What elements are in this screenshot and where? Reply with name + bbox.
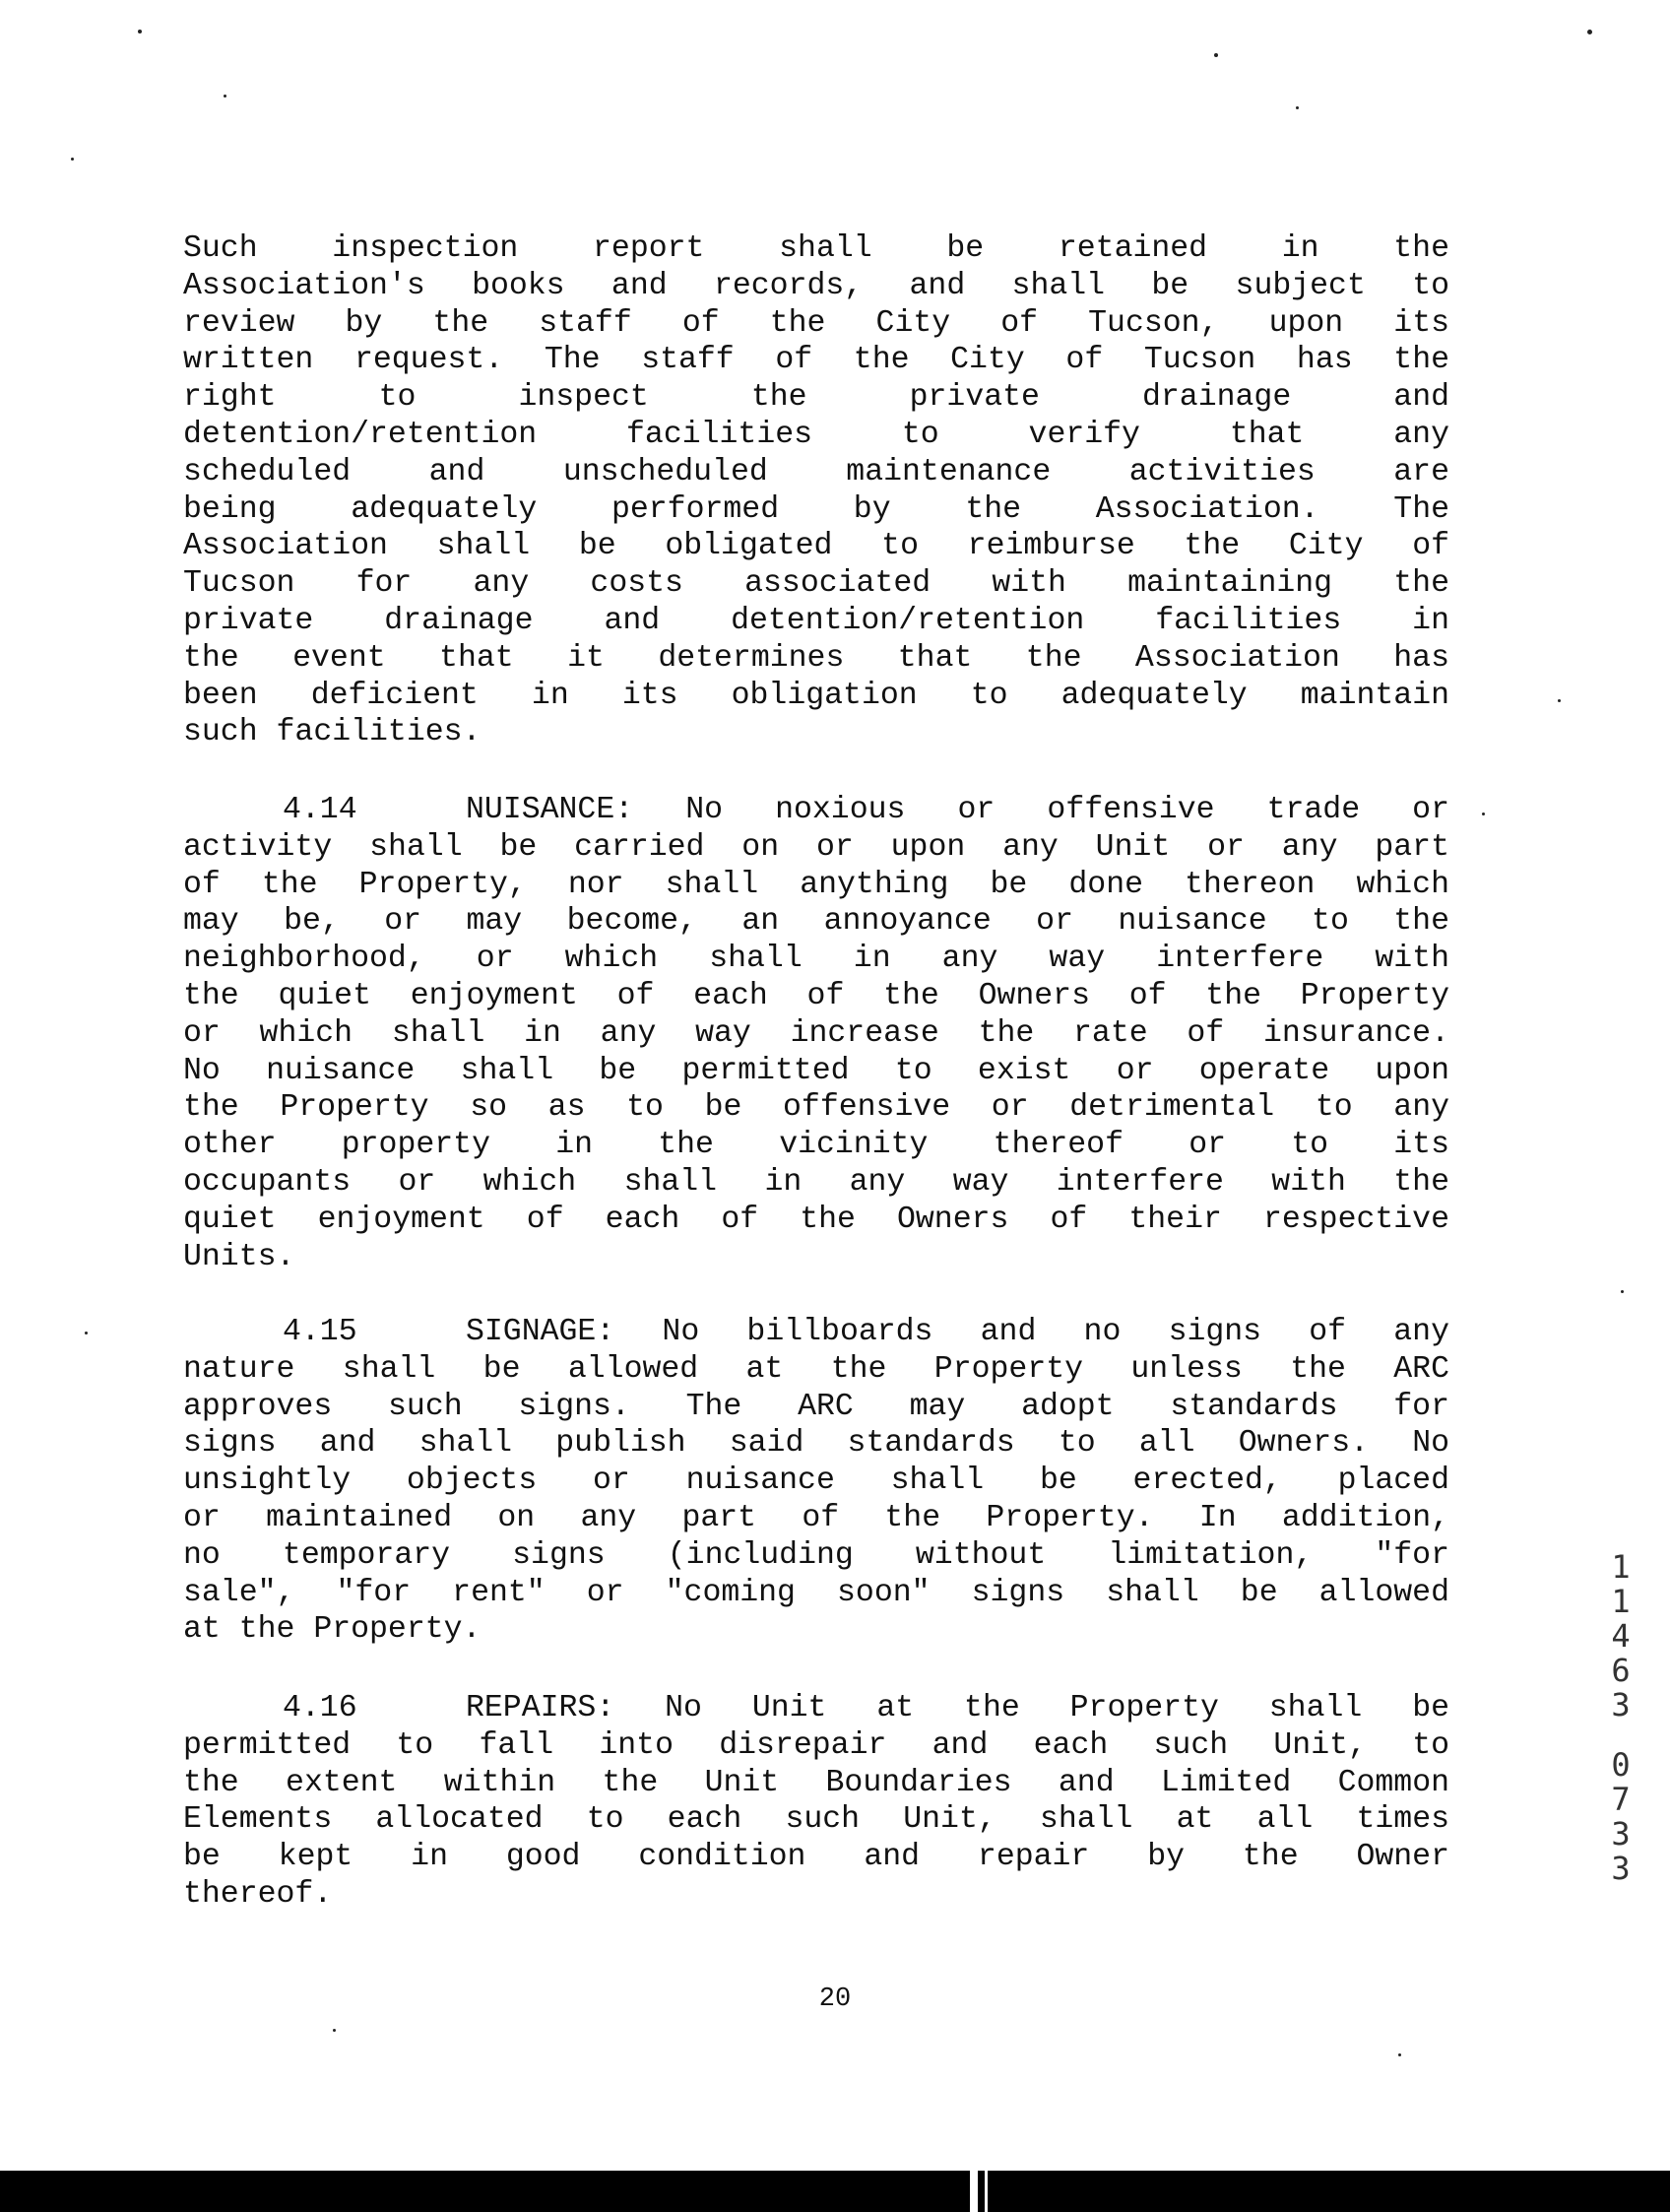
text-line: Association's books and records, and shall be subject to bbox=[183, 268, 1449, 303]
text-line: neighborhood, or which shall in any way interfere with bbox=[183, 942, 1449, 977]
text-line: occupants or which shall in any way interfere with the bbox=[183, 1164, 1449, 1200]
section-4-16-repairs bbox=[183, 1690, 1449, 1914]
text-line: signs and shall publish said standards to all Owners. No bbox=[183, 1426, 1449, 1462]
text-line: being adequately performed by the Association. The bbox=[183, 491, 1449, 527]
stamp-digit: 0 bbox=[1611, 1746, 1631, 1784]
scan-speck bbox=[1398, 2053, 1401, 2056]
text-line: such facilities. bbox=[183, 715, 482, 750]
text-line: scheduled and unscheduled maintenance activities are bbox=[183, 454, 1449, 489]
scan-speck bbox=[1558, 699, 1561, 702]
text-line: of the Property, nor shall anything be done thereon which bbox=[183, 867, 1449, 902]
text-line: detention/retention facilities to verify that any bbox=[183, 417, 1449, 452]
text-line: thereof. bbox=[183, 1876, 333, 1912]
text-line: REPAIRS: No Unit at the Property shall be bbox=[466, 1691, 1449, 1725]
scan-speck bbox=[1587, 30, 1592, 34]
scan-speck bbox=[138, 30, 142, 33]
scan-speck bbox=[1482, 813, 1485, 815]
paragraph-inspection-report bbox=[183, 230, 1449, 751]
text-line: been deficient in its obligation to adequately maintain bbox=[183, 678, 1449, 713]
text-line: at the Property. bbox=[183, 1612, 482, 1648]
text-line: NUISANCE: No noxious or offensive trade or bbox=[466, 793, 1449, 827]
text-line: sale", "for rent" or "coming soon" signs shall be allowed bbox=[183, 1575, 1449, 1610]
text-line: Association shall be obligated to reimburse the City of bbox=[183, 529, 1449, 564]
text-line: Such inspection report shall be retained in the bbox=[183, 231, 1449, 266]
text-line: the quiet enjoyment of each of the Owners of the Property bbox=[183, 978, 1449, 1013]
section-heading-line bbox=[183, 792, 1449, 829]
text-line: the extent within the Unit Boundaries and Limited Common bbox=[183, 1765, 1449, 1800]
text-line: permitted to fall into disrepair and each such Unit, to bbox=[183, 1727, 1449, 1763]
text-line: right to inspect the private drainage and bbox=[183, 380, 1449, 416]
text-line: the event that it determines that the Association has bbox=[183, 640, 1449, 676]
scan-speck bbox=[1621, 1290, 1624, 1293]
scan-border bbox=[0, 2171, 1670, 2212]
text-line: quiet enjoyment of each of the Owners of their respective bbox=[183, 1202, 1449, 1237]
text-line: the Property so as to be offensive or detrimental to any bbox=[183, 1090, 1449, 1126]
text-line: Elements allocated to each such Unit, shall at all times bbox=[183, 1802, 1449, 1838]
stamp-digit: 3 bbox=[1611, 1850, 1631, 1887]
text-line: written request. The staff of the City of Tucson has the bbox=[183, 343, 1449, 378]
section-heading-line bbox=[183, 1314, 1449, 1351]
recording-stamp bbox=[1599, 1550, 1642, 1886]
stamp-digit: 6 bbox=[1611, 1652, 1631, 1689]
scan-border-gap bbox=[985, 2171, 988, 2212]
stamp-digit: 4 bbox=[1611, 1617, 1631, 1655]
scan-speck bbox=[85, 1332, 88, 1334]
text-line: review by the staff of the City of Tucson, upon its bbox=[183, 305, 1449, 341]
scan-border-gap bbox=[970, 2171, 978, 2212]
scan-speck bbox=[71, 158, 74, 161]
text-line: may be, or may become, an annoyance or nuisance to the bbox=[183, 904, 1449, 940]
scan-speck bbox=[333, 2029, 336, 2032]
text-line: private drainage and detention/retention facilities in bbox=[183, 603, 1449, 638]
text-line: other property in the vicinity thereof or to its bbox=[183, 1128, 1449, 1163]
section-number: 4.16 bbox=[283, 1691, 357, 1725]
text-line: approves such signs. The ARC may adopt standards for bbox=[183, 1389, 1449, 1424]
text-line: no temporary signs (including without limitation, "for bbox=[183, 1537, 1449, 1573]
scan-speck bbox=[1296, 106, 1299, 109]
stamp-digit: 3 bbox=[1611, 1815, 1631, 1853]
text-line: or maintained on any part of the Property. In addition, bbox=[183, 1500, 1449, 1535]
text-line: activity shall be carried on or upon any Unit or any part bbox=[183, 829, 1449, 865]
section-number: 4.15 bbox=[283, 1315, 357, 1349]
section-number: 4.14 bbox=[283, 793, 357, 827]
text-line: nature shall be allowed at the Property unless the ARC bbox=[183, 1351, 1449, 1387]
text-line: be kept in good condition and repair by the Owner bbox=[183, 1840, 1449, 1875]
text-line: unsightly objects or nuisance shall be erected, placed bbox=[183, 1464, 1449, 1499]
section-4-14-nuisance bbox=[183, 792, 1449, 1275]
text-line: No nuisance shall be permitted to exist or operate upon bbox=[183, 1053, 1449, 1088]
section-heading-line bbox=[183, 1690, 1449, 1727]
text-line: SIGNAGE: No billboards and no signs of any bbox=[466, 1315, 1449, 1349]
text-line: Tucson for any costs associated with maintaining the bbox=[183, 566, 1449, 602]
section-4-15-signage bbox=[183, 1314, 1449, 1649]
stamp-digit: 1 bbox=[1611, 1583, 1631, 1620]
text-line: or which shall in any way increase the rate of insurance. bbox=[183, 1015, 1449, 1051]
stamp-digit: 1 bbox=[1611, 1548, 1631, 1586]
scan-speck bbox=[1214, 53, 1218, 57]
text-line: Units. bbox=[183, 1239, 295, 1274]
stamp-digit: 3 bbox=[1611, 1686, 1631, 1724]
stamp-digit: 7 bbox=[1611, 1781, 1631, 1818]
page-number: 20 bbox=[818, 1984, 852, 2014]
scan-speck bbox=[224, 95, 226, 98]
